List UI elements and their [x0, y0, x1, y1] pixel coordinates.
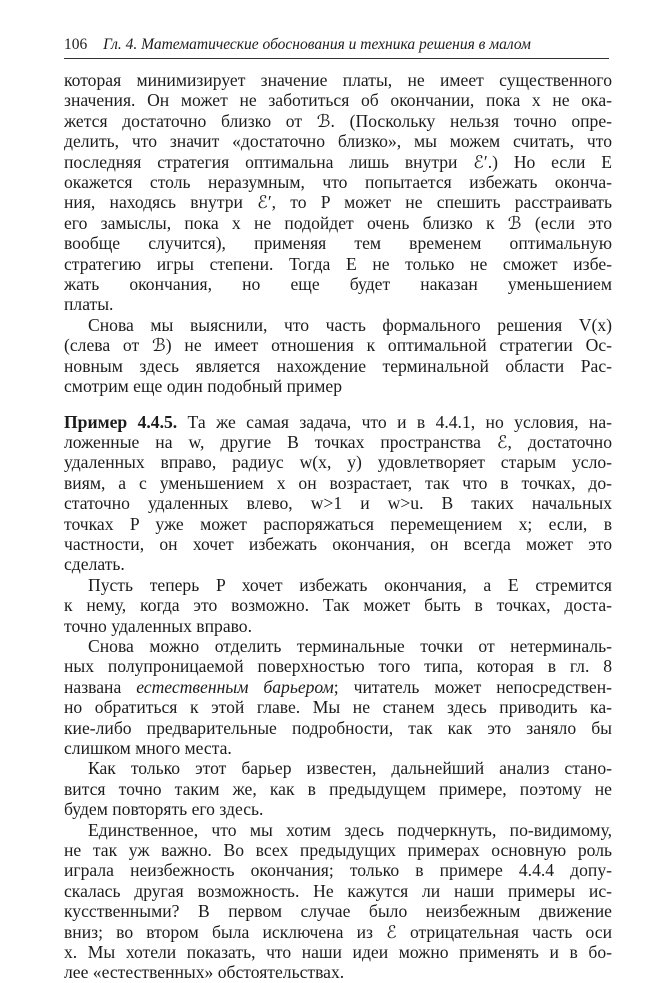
text-line: Пример 4.4.5. Та же самая задача, что и в 4.4.1, но условия, на- — [64, 411, 613, 432]
text-line: вообще случится), применяя тем временем оптимальную — [64, 233, 612, 254]
paragraph-p3 — [64, 412, 612, 575]
text-line: его замыслы, пока x не подойдет очень близко к ℬ (если это — [64, 212, 612, 233]
text-line: Как только этот барьер известен, дальнейший анализ стано- — [88, 758, 612, 779]
text-line: лее «естественных» обстоятельствах. — [64, 962, 345, 983]
text-line: платы. — [64, 294, 114, 315]
text-line: Снова мы выяснили, что часть формального решения V(x) — [88, 314, 612, 335]
text-line: точно удаленных вправо. — [64, 615, 253, 636]
text-line: к нему, когда это возможно. Так может быть в точках, доста- — [64, 595, 612, 616]
page-number: 106 — [64, 36, 88, 53]
text-line: виям, а с уменьшением x он возрастает, так что в точках, до- — [64, 472, 612, 493]
body-text — [64, 70, 612, 983]
text-line: значения. Он может не заботиться об окончании, пока x не ока- — [64, 90, 612, 111]
text-line: (слева от ℬ) не имеет отношения к оптимальной стратегии Ос- — [64, 335, 612, 356]
text-line: названа естественным барьером; читатель может непосредствен- — [64, 676, 612, 697]
paragraph-p7 — [64, 820, 612, 983]
text-line: не так уж важно. Во всех предыдущих примерах основную роль — [64, 840, 612, 861]
text-line: смотрим еще один подобный пример — [64, 376, 343, 397]
paragraph-p5 — [64, 636, 612, 758]
text-line: Пусть теперь P хочет избежать окончания, а E стремится — [88, 574, 612, 595]
text-line: точках P уже может распоряжаться перемещением x; если, в — [64, 513, 612, 534]
text-line: кие-либо предварительные подробности, так как это заняло бы — [64, 717, 612, 738]
text-line: статочно удаленных влево, w>1 и w>u. В таких начальных — [64, 493, 612, 514]
text-line: скалась другая возможность. Не кажутся ли наши примеры ис- — [64, 880, 612, 901]
text-line: но обратиться к этой главе. Мы не станем здесь приводить ка- — [64, 697, 612, 718]
paragraph-p4 — [64, 575, 612, 636]
paragraph-p1 — [64, 70, 612, 315]
text-line: вниз; во втором была исключена из ℰ отрицательная часть оси — [64, 921, 612, 942]
text-line: играла неизбежность окончания; только в примере 4.4.4 допу- — [64, 860, 612, 881]
text-line: ных полупроницаемой поверхностью того типа, которая в гл. 8 — [64, 656, 612, 677]
text-line: частности, он хочет избежать окончания, он всегда может это — [64, 533, 612, 554]
text-line: которая минимизирует значение платы, не имеет существенного — [64, 70, 612, 90]
running-header — [64, 34, 609, 59]
text-line: Снова можно отделить терминальные точки от нетерминаль- — [88, 635, 612, 656]
text-line: окажется столь неразумным, что попытается избежать оконча- — [64, 172, 612, 193]
text-line: новным здесь является нахождение терминальной области Рас- — [64, 355, 612, 376]
text-line: будем повторять его здесь. — [64, 799, 264, 820]
text-line: стратегию игры степени. Тогда E не только не сможет избе- — [64, 253, 612, 274]
text-line: жется достаточно близко от ℬ. (Поскольку нельзя точно опре- — [64, 110, 612, 131]
text-line: Единственное, что мы хотим здесь подчеркнуть, по-видимому, — [88, 819, 612, 840]
text-line: жать окончания, но еще будет наказан уменьшением — [64, 274, 612, 295]
running-title: Гл. 4. Математические обоснования и техника решения в малом — [103, 36, 531, 53]
paragraph-gap — [64, 397, 612, 412]
text-line: удаленных вправо, радиус w(x, y) удовлетворяет старым усло- — [64, 452, 612, 473]
text-line: ложенные на w, другие В точках пространства ℰ, достаточно — [64, 431, 612, 452]
text-line: слишком много места. — [64, 738, 232, 758]
text-line: вится точно таким же, как в предыдущем примере, поэтому не — [64, 778, 612, 799]
text-line: ния, находясь внутри ℰ′, то P может не спешить расстраивать — [64, 192, 612, 213]
text-line: последняя стратегия оптимальна лишь внутри ℰ′.) Но если E — [64, 151, 612, 172]
paragraph-p2 — [64, 315, 612, 397]
text-line: сделать. — [64, 554, 125, 575]
text-line: кусственными? В первом случае было неизбежным движение — [64, 901, 612, 922]
text-line: делить, что значит «достаточно близко», мы можем считать, что — [64, 131, 612, 152]
text-line: x. Мы хотели показать, что наши идеи можно применять и в бо- — [64, 942, 612, 963]
paragraph-p6 — [64, 758, 612, 819]
